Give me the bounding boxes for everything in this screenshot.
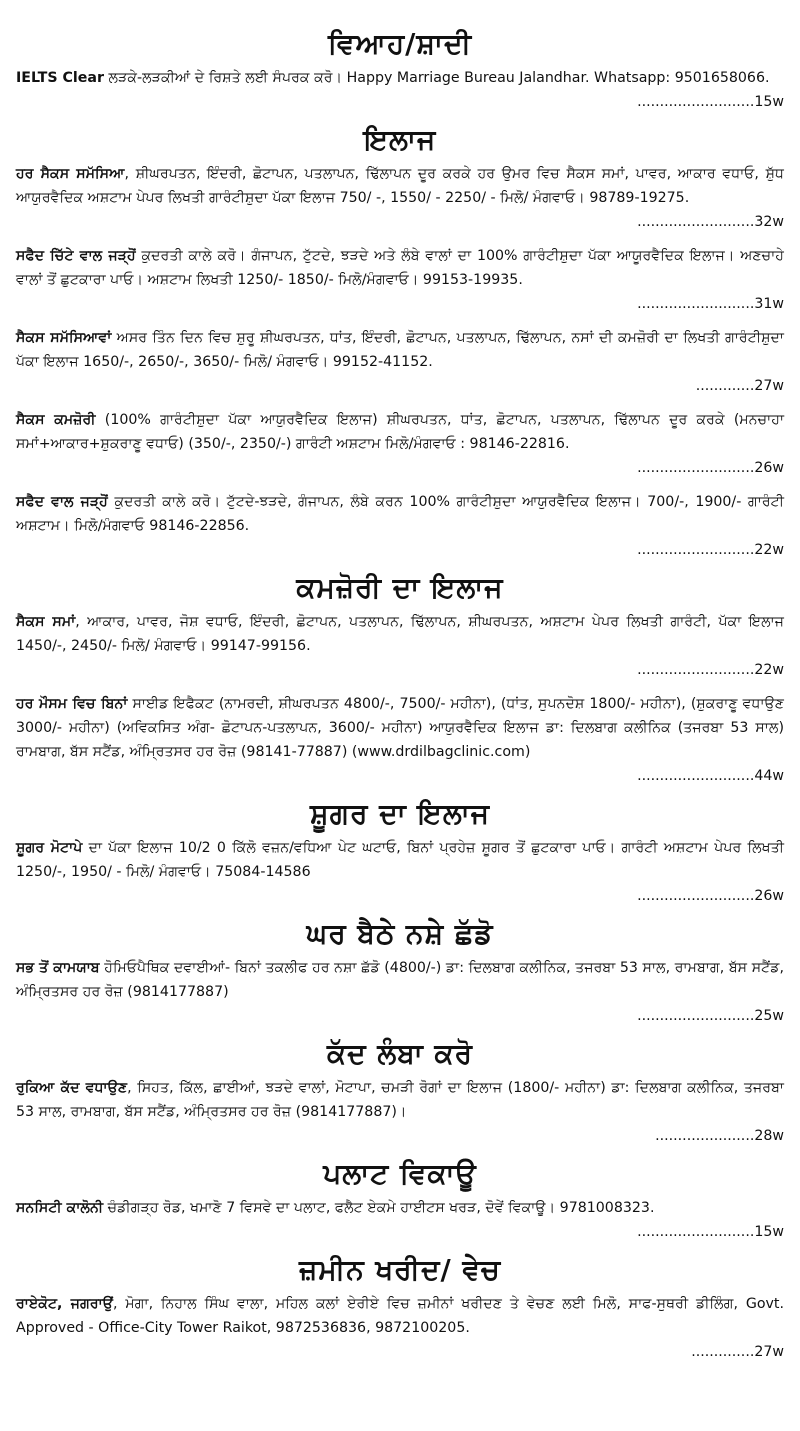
section-title: ਘਰ ਬੈਠੇ ਨਸ਼ੇ ਛੱਡੋ [306,917,494,950]
ad-lead: ਸਫੈਦ ਚਿੱਟੇ ਵਾਲ ਜੜ੍ਹੋਂ [16,248,136,264]
ad-item [16,836,784,908]
ad-body: ਲੜਕੇ-ਲੜਕੀਆਂ ਦੇ ਰਿਸ਼ਤੇ ਲਈ ਸੰਪਰਕ ਕਰੋ। Happy Marriage Bureau Jalandhar. Whatsapp: 9501658066. [103,70,770,86]
ad-body: ਸਾਈਡ ਇਫੈਕਟ (ਨਾਮਰਦੀ, ਸ਼ੀਘਰਪਤਨ 4800/-, 7500/- ਮਹੀਨਾ), (ਧਾਂਤ, ਸੁਪਨਦੋਸ਼ 1800/- ਮਹੀਨਾ), (ਸ਼ੁਕਰਾਣੂ ਵਧਾਉਣ 3000/- ਮਹੀਨਾ) (ਅਵਿਕਸਿਤ ਅੰਗ- ਛੋਟਾਪਨ-ਪਤਲਾਪਨ, 3600/- ਮਹੀਨਾ) ਆਯੁਰਵੈਦਿਕ ਇਲਾਜ ਡਾ: ਦਿਲਬਾਗ ਕਲੀਨਿਕ (ਤਜਰਬਾ 53 ਸਾਲ) ਰਾਮਬਾਗ, ਬੱਸ ਸਟੈਂਡ, ਅੰਮ੍ਰਿਤਸਰ ਹਰ ਰੋਜ਼ (98141-77887) (www.drdilbagclinic.com) [16,696,784,760]
ad-lead: ਸਭ ਤੋਂ ਕਾਮਯਾਬ [16,960,100,976]
section-title: ਸ਼ੂਗਰ ਦਾ ਇਲਾਜ [309,797,491,830]
ad-code: ......................28w [655,1128,784,1144]
ad-code: ..........................32w [637,214,784,230]
ad-lead: ਹਰ ਸੈਕਸ ਸਮੱਸਿਆ [16,166,125,182]
ad-body: , ਸ਼ੀਘਰਪਤਨ, ਇੰਦਰੀ, ਛੋਟਾਪਨ, ਪਤਲਾਪਨ, ਢਿੱਲਾਪਨ ਦੂਰ ਕਰਕੇ ਹਰ ਉਮਰ ਵਿਚ ਸੈਕਸ ਸਮਾਂ, ਪਾਵਰ, ਆਕਾਰ ਵਧਾਓ, ਸ਼ੁੱਧ ਆਯੁਰਵੈਦਿਕ ਅਸ਼ਟਾਮ ਪੇਪਰ ਲਿਖਤੀ ਗਾਰੰਟੀਸ਼ੁਦਾ ਪੱਕਾ ਇਲਾਜ 750/ -, 1550/ - 2250/ - ਮਿਲੋ/ ਮੰਗਵਾਓ। 98789-19275. [16,166,784,206]
ad-body: (100% ਗਾਰੰਟੀਸ਼ੁਦਾ ਪੱਕਾ ਆਯੁਰਵੈਦਿਕ ਇਲਾਜ) ਸ਼ੀਘਰਪਤਨ, ਧਾਂਤ, ਛੋਟਾਪਨ, ਪਤਲਾਪਨ, ਢਿੱਲਾਪਨ ਦੂਰ ਕਰਕੇ (ਮਨਚਾਹਾ ਸਮਾਂ+ਆਕਾਰ+ਸ਼ੁਕਰਾਣੂ ਵਧਾਓ) (350/-, 2350/-) ਗਾਰੰਟੀ ਅਸ਼ਟਾਮ ਮਿਲੋ/ਮੰਗਵਾਓ : 98146-22816. [16,412,784,452]
ad-lead: ਸਨਸਿਟੀ ਕਾਲੋਨੀ [16,1200,104,1216]
ad-body: ਦਾ ਪੱਕਾ ਇਲਾਜ 10/2 0 ਕਿੱਲੋ ਵਜ਼ਨ/ਵਧਿਆ ਪੇਟ ਘਟਾਓ, ਬਿਨਾਂ ਪ੍ਰਹੇਜ਼ ਸ਼ੂਗਰ ਤੋਂ ਛੁਟਕਾਰਾ ਪਾਓ। ਗਾਰੰਟੀ ਅਸ਼ਟਾਮ ਪੇਪਰ ਲਿਖਤੀ 1250/-, 1950/ - ਮਿਲੋ/ ਮੰਗਵਾਓ। 75084-14586 [16,840,785,880]
ad-code: ..............27w [691,1344,784,1360]
ad-code: ..........................44w [637,768,784,784]
ad-item [16,66,784,114]
ad-code: ..........................26w [637,460,784,476]
section-weakness [16,572,784,788]
section-addiction [16,918,784,1028]
ad-item [16,692,784,788]
ad-body: , ਸਿਹਤ, ਕਿੱਲ, ਛਾਈਆਂ, ਝੜਦੇ ਵਾਲਾਂ, ਮੋਟਾਪਾ, ਚਮੜੀ ਰੋਗਾਂ ਦਾ ਇਲਾਜ (1800/- ਮਹੀਨਾ) ਡਾ: ਦਿਲਬਾਗ ਕਲੀਨਿਕ, ਤਜਰਬਾ 53 ਸਾਲ, ਰਾਮਬਾਗ, ਬੱਸ ਸਟੈਂਡ, ਅੰਮ੍ਰਿਤਸਰ ਹਰ ਰੋਜ਼ (9814177887)। [16,1080,784,1120]
ad-lead: ਸੈਕਸ ਸਮਾਂ [16,614,76,630]
section-title: ਕੱਦ ਲੰਬਾ ਕਰੋ [327,1037,473,1070]
ad-body: , ਆਕਾਰ, ਪਾਵਰ, ਜੋਸ਼ ਵਧਾਓ, ਇੰਦਰੀ, ਛੋਟਾਪਨ, ਪਤਲਾਪਨ, ਢਿੱਲਾਪਨ, ਸ਼ੀਘਰਪਤਨ, ਅਸ਼ਟਾਮ ਪੇਪਰ ਲਿਖਤੀ ਗਾਰੰਟੀ, ਪੱਕਾ ਇਲਾਜ 1450/-, 2450/- ਮਿਲੋ/ ਮੰਗਵਾਓ। 99147-99156. [16,614,784,654]
section-height [16,1038,784,1148]
ad-item [16,956,784,1028]
ad-item [16,490,784,562]
section-plot-sale [16,1158,784,1244]
ad-code: ..........................15w [637,94,784,110]
ad-lead: IELTS Clear [16,70,104,86]
ad-item [16,610,784,682]
ad-lead: ਹਰ ਮੌਸਮ ਵਿਚ ਬਿਨਾਂ [16,696,128,712]
section-treatment [16,124,784,562]
section-title: ਕਮਜ਼ੋਰੀ ਦਾ ਇਲਾਜ [296,571,504,604]
ad-body: ਅਸਰ ਤਿੰਨ ਦਿਨ ਵਿਚ ਸ਼ੁਰੂ ਸ਼ੀਘਰਪਤਨ, ਧਾਂਤ, ਇੰਦਰੀ, ਛੋਟਾਪਨ, ਪਤਲਾਪਨ, ਢਿੱਲਾਪਨ, ਨਸਾਂ ਦੀ ਕਮਜ਼ੋਰੀ ਦਾ ਲਿਖਤੀ ਗਾਰੰਟੀਸ਼ੁਦਾ ਪੱਕਾ ਇਲਾਜ 1650/-, 2650/-, 3650/- ਮਿਲੋ/ ਮੰਗਵਾਓ। 99152-41152. [16,330,784,370]
section-marriage [16,28,784,114]
ad-code: ..........................26w [637,888,784,904]
ad-item [16,162,784,234]
ad-body: , ਮੋਗਾ, ਨਿਹਾਲ ਸਿੰਘ ਵਾਲਾ, ਮਹਿਲ ਕਲਾਂ ਏਰੀਏ ਵਿਚ ਜ਼ਮੀਨਾਂ ਖਰੀਦਣ ਤੇ ਵੇਚਣ ਲਈ ਮਿਲੋ, ਸਾਫ-ਸੁਥਰੀ ਡੀਲਿੰਗ, Govt. Approved - Office-City Tower Raikot, 9872536836, 9872100205. [16,1296,785,1336]
ad-lead: ਸਫੈਦ ਵਾਲ ਜੜ੍ਹੋਂ [16,494,108,510]
ad-item [16,1076,784,1148]
ad-item [16,408,784,480]
ad-code: .............27w [695,378,784,394]
section-title: ਇਲਾਜ [363,123,437,156]
ad-item [16,1196,784,1244]
ad-code: ..........................31w [637,296,784,312]
ad-lead: ਸੈਕਸ ਕਮਜ਼ੋਰੀ [16,412,96,428]
ad-lead: ਸ਼ੂਗਰ ਮੋਟਾਪੇ [16,840,83,856]
ad-body: ਕੁਦਰਤੀ ਕਾਲੇ ਕਰੋ। ਗੰਜਾਪਨ, ਟੁੱਟਦੇ, ਝੜਦੇ ਅਤੇ ਲੰਬੇ ਵਾਲਾਂ ਦਾ 100% ਗਾਰੰਟੀਸ਼ੁਦਾ ਪੱਕਾ ਆਯੂਰਵੈਦਿਕ ਇਲਾਜ। ਅਣਚਾਹੇ ਵਾਲਾਂ ਤੋਂ ਛੁਟਕਾਰਾ ਪਾਓ। ਅਸ਼ਟਾਮ ਲਿਖਤੀ 1250/- 1850/- ਮਿਲੋ/ਮੰਗਵਾਓ। 99153-19935. [16,248,784,288]
ad-item [16,244,784,316]
ad-lead: ਸੈਕਸ ਸਮੱਸਿਆਵਾਂ [16,330,112,346]
ad-lead: ਰਾਏਕੋਟ, ਜਗਰਾਉਂ [16,1296,113,1312]
ad-body: ਹੋਮਿਓਪੈਥਿਕ ਦਵਾਈਆਂ- ਬਿਨਾਂ ਤਕਲੀਫ ਹਰ ਨਸ਼ਾ ਛੱਡੋ (4800/-) ਡਾ: ਦਿਲਬਾਗ ਕਲੀਨਿਕ, ਤਜਰਬਾ 53 ਸਾਲ, ਰਾਮਬਾਗ, ਬੱਸ ਸਟੈਂਡ, ਅੰਮ੍ਰਿਤਸਰ ਹਰ ਰੋਜ਼ (9814177887) [16,960,784,1000]
section-title: ਵਿਆਹ/ਸ਼ਾਦੀ [327,27,473,60]
ad-item [16,1292,784,1364]
section-title: ਜ਼ਮੀਨ ਖਰੀਦ/ ਵੇਚ [299,1253,501,1286]
ad-code: ..........................22w [637,542,784,558]
ad-item [16,326,784,398]
section-sugar [16,798,784,908]
ad-body: ਕੁਦਰਤੀ ਕਾਲੇ ਕਰੋ। ਟੁੱਟਦੇ-ਝੜਦੇ, ਗੰਜਾਪਨ, ਲੰਬੇ ਕਰਨ 100% ਗਾਰੰਟੀਸ਼ੁਦਾ ਆਯੁਰਵੈਦਿਕ ਇਲਾਜ। 700/-, 1900/- ਗਾਰੰਟੀ ਅਸ਼ਟਾਮ। ਮਿਲੋ/ਮੰਗਵਾਓ 98146-22856. [16,494,784,534]
ad-body: ਚੰਡੀਗੜ੍ਹ ਰੋਡ, ਖਮਾਣੋ 7 ਵਿਸਵੇ ਦਾ ਪਲਾਟ, ਫਲੈਟ ਏਕਮੇ ਹਾਈਟਸ ਖਰੜ, ਦੋਵੇਂ ਵਿਕਾਊ। 9781008323. [103,1200,655,1216]
ad-code: ..........................25w [637,1008,784,1024]
ad-code: ..........................22w [637,662,784,678]
section-land [16,1254,784,1364]
ad-code: ..........................15w [637,1224,784,1240]
section-title: ਪਲਾਟ ਵਿਕਾਊ [323,1157,477,1190]
ad-lead: ਰੁਕਿਆ ਕੱਦ ਵਧਾਉਣ [16,1080,128,1096]
